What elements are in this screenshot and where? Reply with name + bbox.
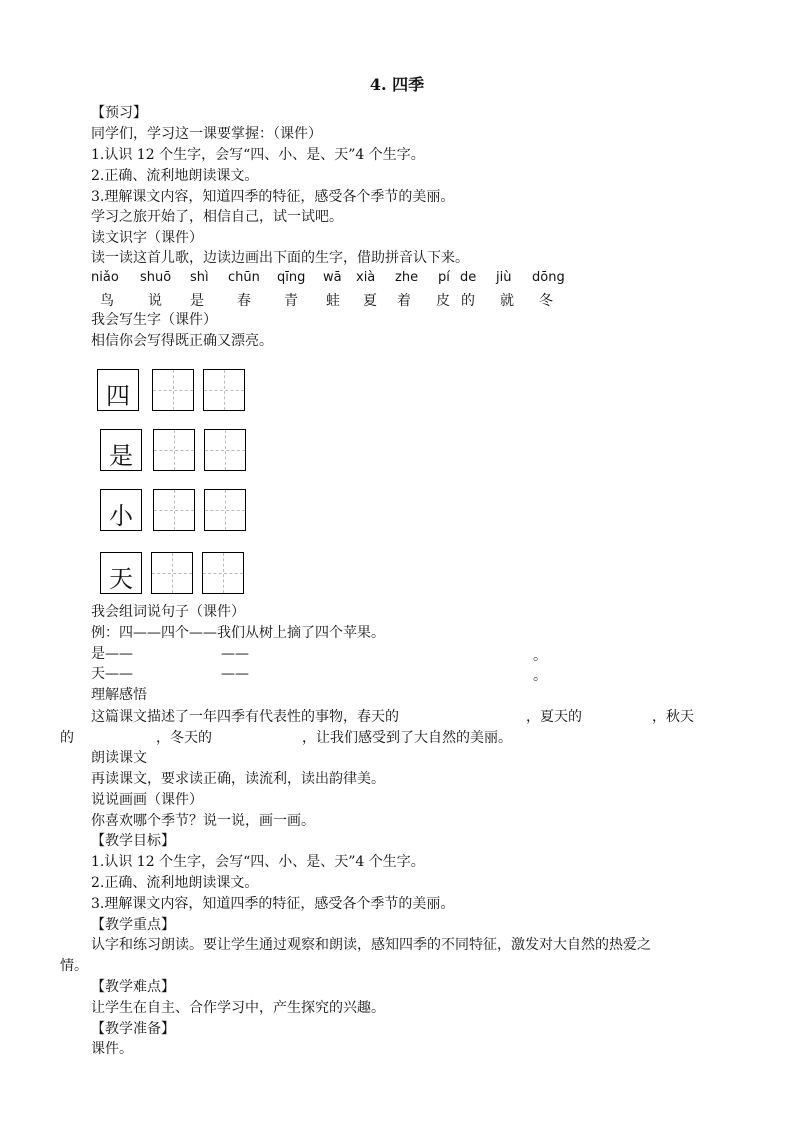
hanzi: 着 [397,293,411,309]
tianzige-box[interactable] [204,429,246,471]
preview-encourage: 学习之旅开始了，相信自己，试一试吧。 [91,209,343,225]
pinyin: qīng [277,270,306,285]
understanding-p2-b: ，冬天的 [156,730,212,746]
words-line-2-end: 。 [533,668,547,684]
model-char: 是 [109,442,133,470]
tianzige-box[interactable] [202,552,244,594]
recite-text: 再读课文，要求读正确，读流利，读出韵律美。 [91,771,385,787]
words-line-1-a: 是—— [91,646,133,662]
pinyin: chūn [228,270,260,285]
pinyin: jiù [496,270,512,285]
model-char-box [100,552,142,594]
model-char-box [100,489,142,531]
hanzi: 冬 [539,293,553,309]
hanzi: 蛙 [326,293,340,309]
words-heading: 我会组词说句子（课件） [91,604,245,620]
objectives-goal-2: 2.正确、流利地朗读课文。 [91,875,259,891]
tianzige-box[interactable] [151,552,193,594]
words-line-2-b: —— [221,666,249,682]
focus-line-1: 认字和练习朗读。要让学生通过观察和朗读，感知四季的不同特征，激发对大自然的热爱之 [91,937,651,953]
reading-instruction: 读一读这首儿歌，边读边画出下面的生字，借助拼音认下来。 [91,250,469,266]
draw-text: 你喜欢哪个季节？说一说，画一画。 [91,813,315,829]
pinyin: xià [356,270,376,285]
pinyin: zhe [395,270,419,285]
words-line-1-b: —— [221,646,249,662]
preview-goal-2: 2.正确、流利地朗读课文。 [91,168,259,184]
hanzi: 说 [148,293,162,309]
hanzi: 春 [237,293,251,309]
hanzi: 夏 [363,293,377,309]
pinyin: wā [323,270,342,285]
words-line-2-a: 天—— [91,666,133,682]
model-char: 四 [106,382,130,410]
preview-intro: 同学们，学习这一课要掌握：（课件） [91,126,322,142]
objectives-heading: 【教学目标】 [91,833,175,849]
reading-heading: 读文识字（课件） [91,230,203,246]
pinyin: de [460,270,477,285]
tianzige-box[interactable] [203,369,245,411]
tianzige-box[interactable] [152,369,194,411]
difficulty-text: 让学生在自主、合作学习中，产生探究的兴趣。 [91,1000,385,1016]
hanzi: 青 [284,293,298,309]
objectives-goal-1: 1.认识 12 个生字，会写“四、小、是、天”4 个生字。 [91,854,425,870]
difficulty-heading: 【教学难点】 [91,979,175,995]
writing-heading: 我会写生字（课件） [91,312,217,328]
understanding-p1-a: 这篇课文描述了一年四季有代表性的事物，春天的 [91,709,399,725]
hanzi: 是 [190,293,204,309]
hanzi: 鸟 [100,293,114,309]
words-example: 例：四——四个——我们从树上摘了四个苹果。 [91,625,385,641]
prep-heading: 【教学准备】 [91,1021,175,1037]
pinyin: shuō [140,270,172,285]
understanding-heading: 理解感悟 [91,687,147,703]
writing-instruction: 相信你会写得既正确又漂亮。 [91,333,273,349]
model-char: 天 [109,565,133,593]
understanding-p2-c: ，让我们感受到了大自然的美丽。 [302,730,512,746]
focus-line-2: 情。 [60,958,88,974]
pinyin: dōng [532,270,565,285]
understanding-p1-b: ，夏天的 [526,709,582,725]
preview-goal-3: 3.理解课文内容，知道四季的特征，感受各个季节的美丽。 [91,189,455,205]
model-char: 小 [109,502,133,530]
prep-text: 课件。 [91,1041,133,1057]
tianzige-box[interactable] [153,429,195,471]
preview-goal-1: 1.认识 12 个生字，会写“四、小、是、天”4 个生字。 [91,147,425,163]
tianzige-box[interactable] [204,489,246,531]
tianzige-box[interactable] [153,489,195,531]
hanzi: 皮 [436,293,450,309]
pinyin: niǎo [91,270,119,285]
model-char-box [97,369,139,411]
objectives-goal-3: 3.理解课文内容，知道四季的特征，感受各个季节的美丽。 [91,896,455,912]
recite-heading: 朗读课文 [91,750,147,766]
pinyin: pí [438,270,450,285]
focus-heading: 【教学重点】 [91,917,175,933]
understanding-p2-a: 的 [60,730,74,746]
draw-heading: 说说画画（课件） [91,792,203,808]
words-line-1-end: 。 [533,648,547,664]
preview-heading: 【预习】 [91,105,147,121]
pinyin: shì [190,270,209,285]
understanding-p1-c: ，秋天 [652,709,694,725]
model-char-box [100,429,142,471]
page-title: 4. 四季 [369,75,425,94]
hanzi: 就 [500,293,514,309]
hanzi: 的 [461,293,475,309]
